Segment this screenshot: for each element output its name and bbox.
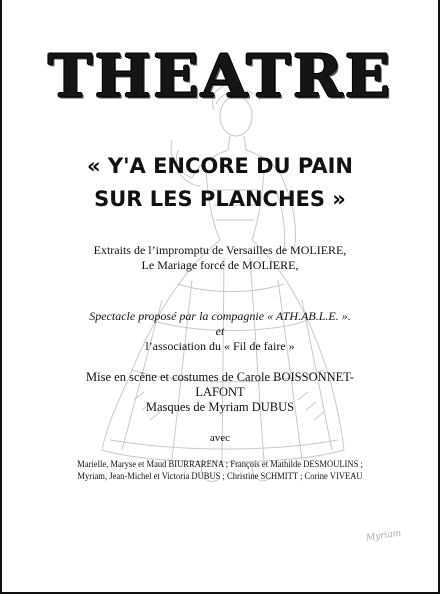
poster-title: THEATRE [47,42,393,112]
cast-list [35,459,406,483]
subtitle-line-2: SUR LES PLANCHES » [94,187,346,211]
avec-label: avec [209,432,231,444]
play-subtitle [2,150,438,216]
company-line-2: et [215,324,225,338]
extracts-block [2,243,438,273]
company-line-1: Spectacle proposé par la compagnie « ATH.AB.L.E. ». [89,309,351,323]
company-block [2,309,438,354]
company-line-3: l’association du « Fil de faire » [145,339,295,353]
extracts-line-1: Extraits de l’impromptu de Versailles de MOLIERE, [93,243,347,257]
cast-line-1: Marielle, Maryse et Maud BIURRARENA ; François et Mathilde DESMOULINS ; [77,460,363,470]
credits-line-1: Mise en scène et costumes de Carole BOISSONNET- [86,370,354,384]
credits-block [2,370,438,415]
extracts-line-2: Le Mariage forcé de MOLIERE, [141,258,299,272]
credits-line-2: LAFONT [195,385,245,399]
sketch-signature: Myriam [365,528,402,544]
subtitle-line-1: « Y'A ENCORE DU PAIN [87,154,353,178]
credits-line-3: Masques de Myriam DUBUS [145,400,295,414]
cast-line-2: Myriam, Jean-Michel et Victoria DUBUS ; Christine SCHMITT ; Corine VIVEAU [77,472,363,482]
